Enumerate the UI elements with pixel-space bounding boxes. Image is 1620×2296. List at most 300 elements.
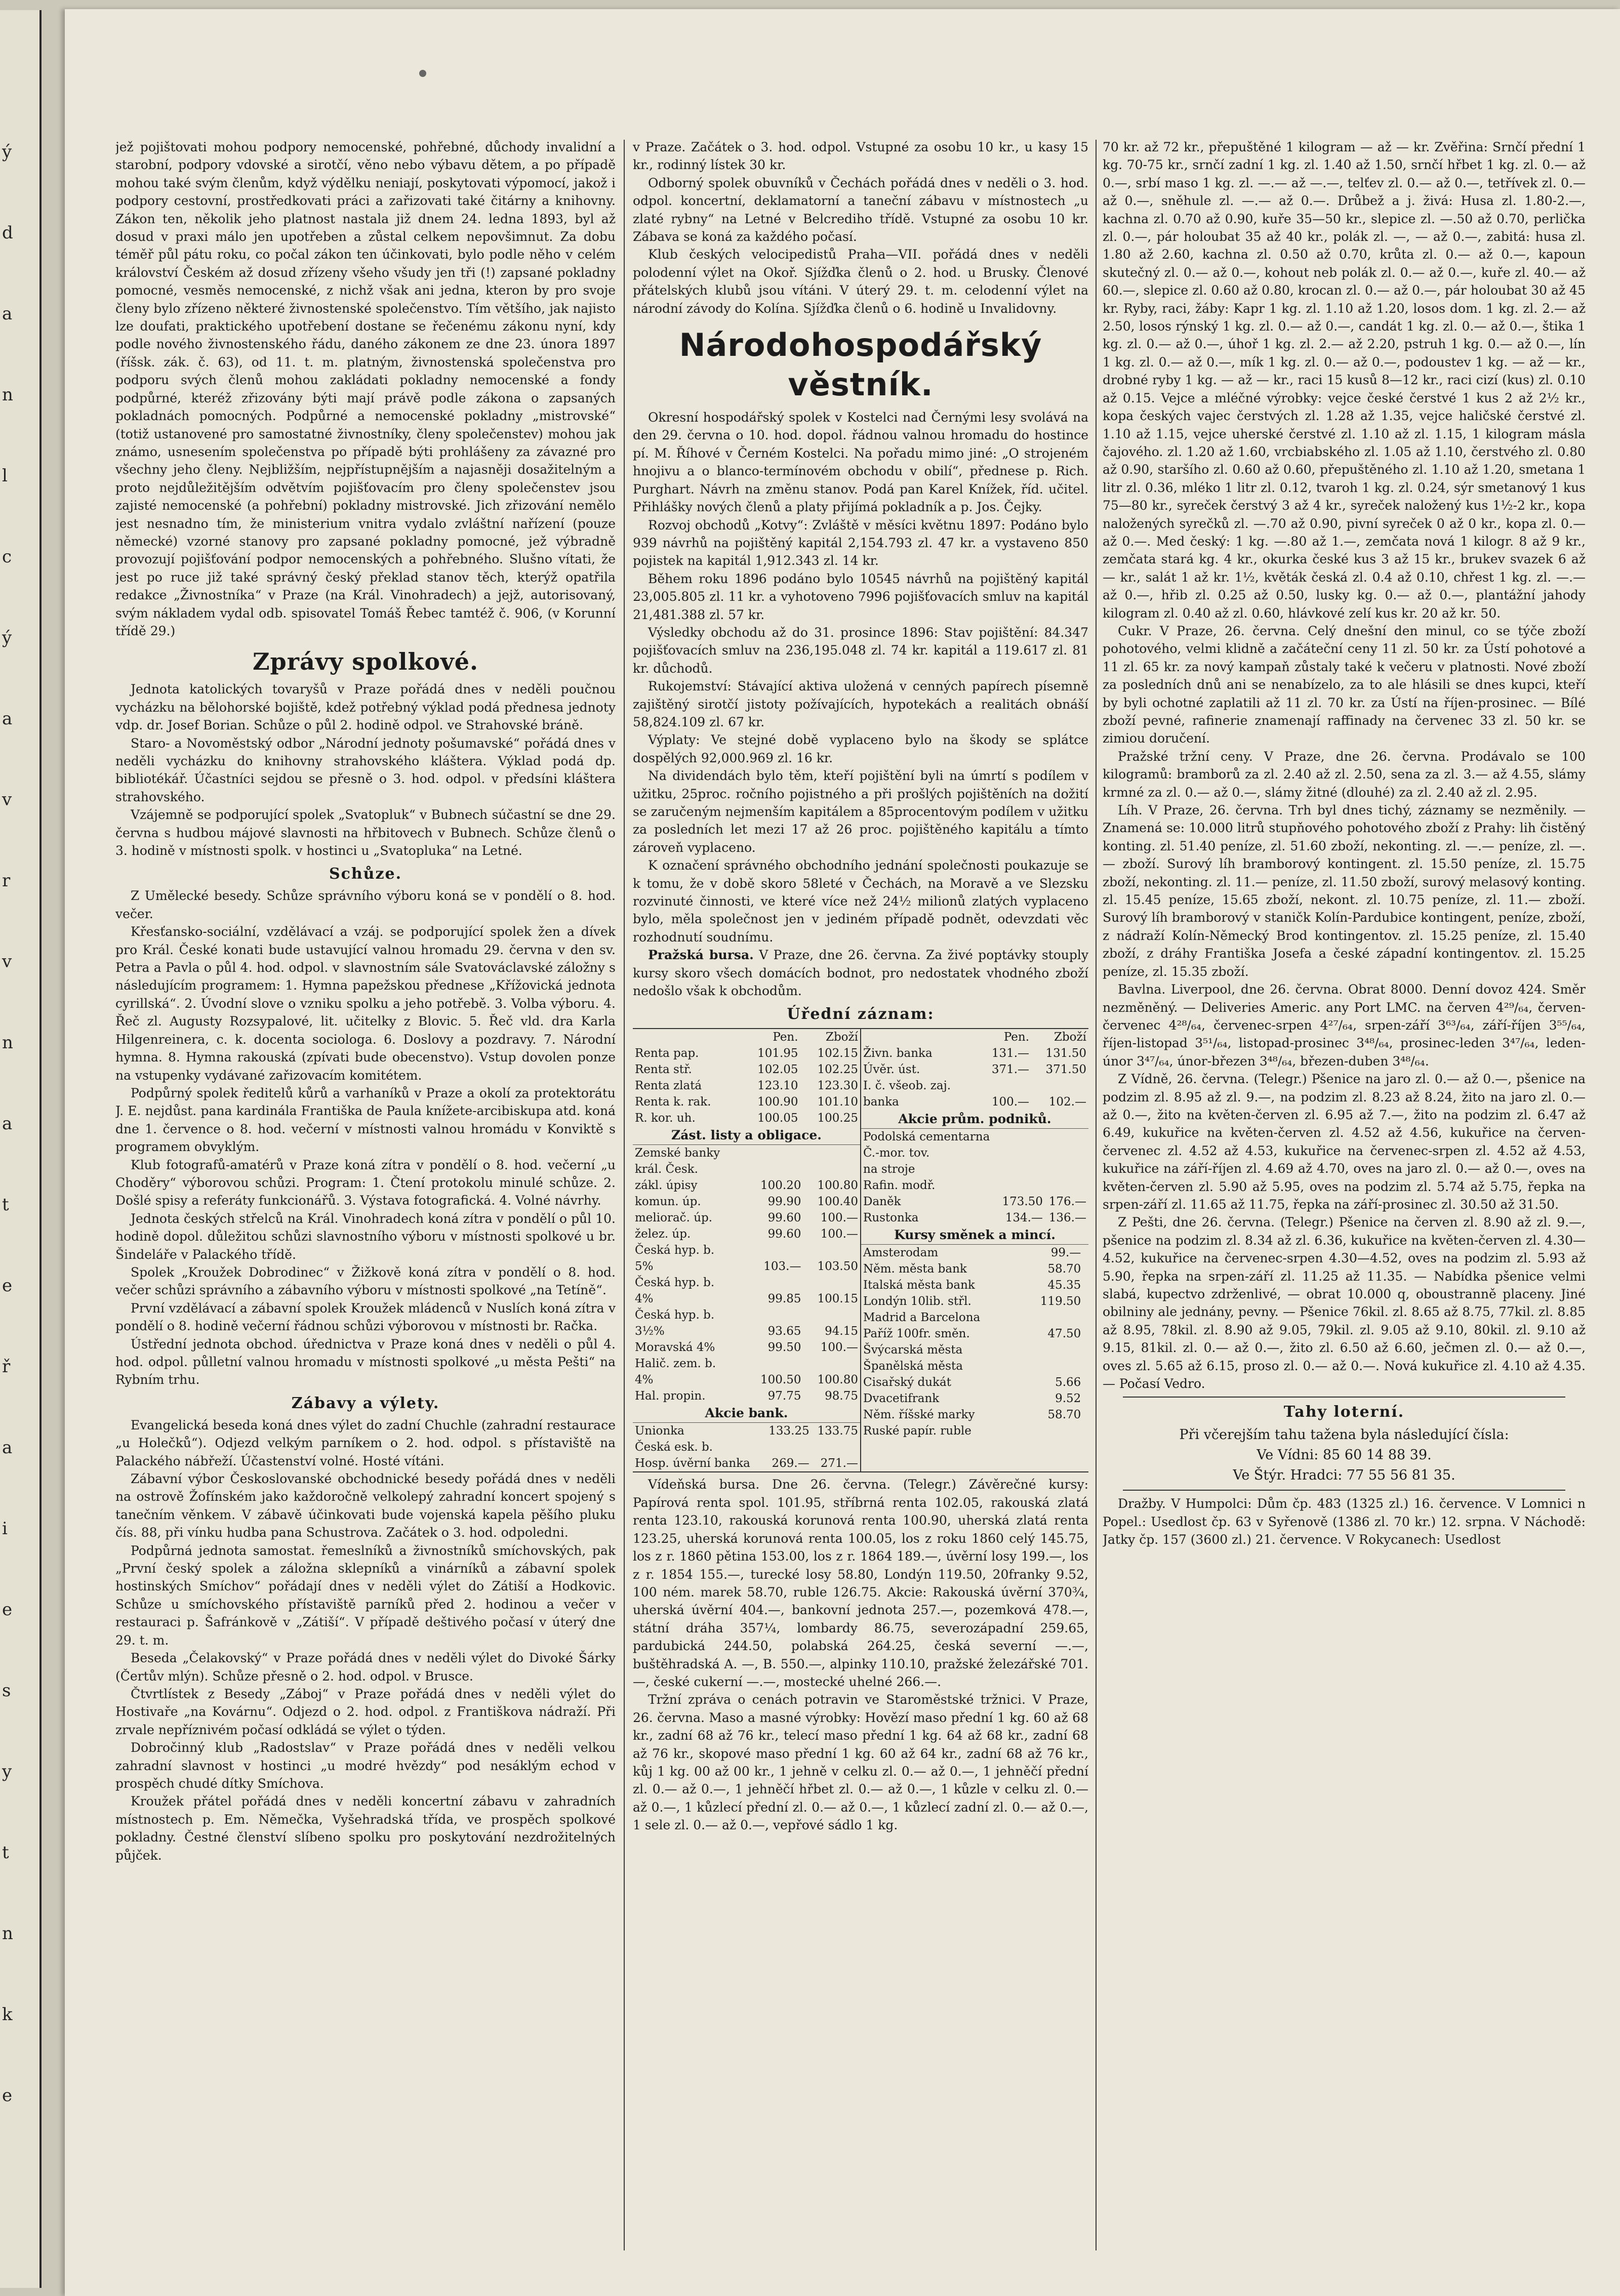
table-row	[861, 1094, 1088, 1110]
notice: Podpůrný spolek ředitelů kůrů a varhaníků v Praze a okolí za protektorátu J. E. nejdůst. pana kardinála Františka de Paula knížete-arcibiskupa atd. koná dne 1. července o 8. hod. večerní v místnosti valnou hromádu v Konviktě s programem obvyklým.	[115, 1085, 616, 1155]
cropped-text-fragment: a	[2, 1114, 13, 1134]
price-cell	[1045, 1177, 1088, 1194]
price-cell: 119.50	[1040, 1295, 1081, 1308]
notice: K označení správného obchodního jednání společnosti poukazuje se k tomu, že v době skoro 58leté v Čechách, na Moravě a ve Slezsku rozvinuté činnosti, ve které více než 24½ milionů zlatých vyplaceno bylo, měla společnost jen v jediném případě podnět, odevzdati věc rozhodnutí soudnímu.	[633, 858, 1088, 945]
table-row	[861, 1277, 1088, 1293]
table-row	[633, 1372, 860, 1388]
security-name: Rustonka	[863, 1211, 919, 1225]
table-row	[633, 1177, 860, 1194]
price-cell	[1083, 1407, 1088, 1423]
price-cell: 371.50	[1045, 1063, 1086, 1077]
price-cell: 100.15	[817, 1292, 858, 1306]
notice: Pražské tržní ceny. V Praze, dne 26. června. Prodávalo se 100 kilogramů: bramborů za zl. 2.40 až zl. 2.50, sena za zl. 3.— až 4.55, slámy krmné za zl. 0.— až 0.—, slámy žitné (dlouhé) za zl. 2.40 až zl. 2.95.	[1103, 749, 1586, 800]
notice: Výplaty: Ve stejné době vyplaceno bylo na škody se splátce dospělých 92,000.969 zl. 16 kr.	[633, 732, 1088, 765]
cropped-text-fragment: a	[2, 304, 13, 324]
newspaper-page	[65, 9, 1620, 2296]
lottery-number: 39.	[1409, 1447, 1432, 1463]
price-cell	[803, 1161, 861, 1177]
price-cell: 103.50	[817, 1260, 858, 1274]
security-name: Ruské papír. ruble	[863, 1424, 971, 1438]
notice: Z Pešti, dne 26. června. (Telegr.) Pšenice na červen zl. 8.90 až zl. 9.—, pšenice na podzim zl. 8.34 až zl. 6.36, kukuřice na květen-červen zl. 4.30—4.52, kukuřice na červenec-srpen 4.30—4.52, oves na podzim zl. 5.93 až 5.90, řepka na srpen-září zl. 11.25 až 11.35. — Nabídka pšenice velmi slabá, kupectvo zdrženlivé, — obrat 10.000 q, oboustranně placeny. Jiné obilniny ale jednány, pevny. — Pšenice 76kil. zl. 8.65 až 8.75, 77kil. zl. 8.85 až 8.95, 78kil. zl. 8.90 až 9.05, 79kil. zl. 9.05 až 9.10, 80kil. zl. 9.10 až 9.15, 81kil. zl. 0.— až 0.—, žito zl. 6.50 až 6.60, ječmen zl. 0.— až 0.—, oves zl. 5.65 až 6.15, proso zl. 0.— až 0.—. Nová kukuřice zl. 4.10 až 4.35. — Počasí Vedro.	[1103, 1215, 1586, 1391]
notice: Zábavní výbor Českoslovanské obchodnické besedy pořádá dnes v neděli na ostrově Žofínském jako každoročně velkolepý zahradní koncert spojený s tanečním věnkem. V zábavě účinkovati bude vojenská kapela pěšího pluku čís. 88, při vínku hudba pana Schustrova. Začátek o 3. hod. odpoledni.	[115, 1471, 616, 1540]
lottery-number: 77	[1346, 1467, 1364, 1484]
column-header: Pen.	[1003, 1031, 1030, 1044]
price-cell: 102.15	[817, 1047, 858, 1060]
lottery-number: 60	[1344, 1447, 1362, 1463]
price-cell: 47.50	[1047, 1327, 1081, 1341]
cropped-text-fragment: d	[2, 223, 13, 243]
lottery-number: 85	[1322, 1447, 1341, 1463]
table-row	[633, 1161, 860, 1177]
security-name: Hosp. úvěrní banka	[635, 1457, 750, 1470]
security-name: Něm. města bank	[863, 1262, 967, 1276]
lottery-city: Ve Vídni:	[1257, 1447, 1319, 1463]
cropped-text-fragment: r	[2, 871, 11, 891]
notice: Evangelická beseda koná dnes výlet do zadní Chuchle (zahradní restaurace „u Holečků“). Odjezd velkým parníkem o 2. hod. odpol. s přístaviště na Palackého nábřeží. Účastenství volné. Hosté vítáni.	[115, 1417, 616, 1468]
security-name: na stroje	[863, 1163, 915, 1176]
price-cell: 5.66	[1055, 1376, 1081, 1389]
zast-heading: Zást. listy a obligace.	[633, 1126, 860, 1145]
table-row	[633, 1423, 860, 1439]
table-row	[633, 1455, 860, 1471]
price-cell: 100.—	[820, 1341, 858, 1355]
table-row	[861, 1358, 1088, 1374]
security-name: želez. úp.	[635, 1227, 691, 1241]
price-cell: 133.75	[817, 1424, 858, 1438]
security-name: R. kor. uh.	[635, 1112, 696, 1125]
price-cell	[746, 1161, 803, 1177]
cropped-text-fragment: ý	[2, 628, 12, 648]
table-row	[861, 1145, 1088, 1161]
price-cell: 99.60	[767, 1227, 801, 1241]
separator	[1123, 1490, 1565, 1491]
column-header	[633, 1029, 740, 1045]
table-row	[861, 1078, 1088, 1094]
table-row	[633, 1061, 860, 1078]
price-cell: 371.—	[991, 1063, 1030, 1077]
table-row	[633, 1307, 860, 1323]
section-heading-narodohospodarsky: Národohospodářský věstník.	[679, 326, 1042, 403]
section-heading-zpravy: Zprávy spolkové.	[252, 648, 479, 676]
uredni-heading: Úřední záznam:	[787, 1005, 935, 1023]
security-name: Podolská cementarna	[863, 1130, 990, 1144]
price-cell	[803, 1145, 861, 1161]
price-cell: 103.—	[763, 1260, 801, 1274]
price-cell: 100.80	[817, 1373, 858, 1387]
banky-table	[861, 1029, 1088, 1110]
akcie-heading: Akcie prům. podniků.	[861, 1110, 1088, 1129]
price-cell: 98.75	[825, 1389, 858, 1403]
auctions: Dražby. V Humpolci: Dům čp. 483 (1325 zl.) 16. července. V Lomnici n Popel.: Usedlost čp. 63 v Syřenově (1386 zl. 70 kr.) 12. srpna. V Náchodě: Jatky čp. 157 (3600 zl.) 21. července. V Rokycanech: Usedlost	[1103, 1496, 1586, 1547]
table-row	[861, 1423, 1088, 1439]
price-cell: 269.—	[772, 1457, 809, 1470]
notice: Vzájemně se podporující spolek „Svatopluk“ v Bubnech súčastní se dne 29. června s hudbou májové slavnosti na hřbitovech v Bubnech. Schůze členů o 3. hodině v místnosti spolk. v hostinci u „Svatopluka“ na Letné.	[115, 807, 616, 858]
cropped-text-fragment: t	[2, 1842, 9, 1863]
lottery-number: 56	[1390, 1467, 1408, 1484]
notice: Klub českých velocipedistů Praha—VII. pořádá dnes v neděli polodenní výlet na Okoř. Sjížďka členů o 2. hod. u Brusky. Členové přátelských klubů jsou vítáni. V úterý 29. t. m. celodenní výlet na národní závody do Kolína. Sjížďka členů o 6. hodině u Invalidovny.	[633, 247, 1088, 316]
table-row	[861, 1326, 1088, 1342]
cropped-text-fragment: s	[2, 1680, 11, 1701]
lottery-number: 35.	[1433, 1467, 1455, 1484]
price-cell: 93.65	[767, 1325, 801, 1338]
burza-text: V Praze, dne 26. června. Za živé poptávky stouply kursy skoro všech domácích bodnot, pro nedostatek vhodného zboží nedošlo však k obchodům.	[633, 948, 1088, 999]
notice: Jednota českých střelců na Král. Vinohradech koná zítra v pondělí o půl 10. hodině dopol. důležitou schůzi slavnostního výboru v místnosti spolkové u br. Šindeláře v Palackého třídě.	[115, 1211, 616, 1262]
cropped-text-fragment: c	[2, 547, 12, 567]
table-row	[861, 1045, 1088, 1061]
security-name: Něm. říšské marky	[863, 1408, 975, 1422]
security-name: Rafin. modř.	[863, 1179, 936, 1193]
table-row	[861, 1293, 1088, 1309]
notice: Kroužek přátel pořádá dnes v neděli koncertní zábavu v zahradních místnostech p. Em. Němečka, Vyšehradská třída, ve prospěch spolkové pokladny. Čestné členství slíbeno spolku pro poskytování nezdrožitelných půjček.	[115, 1794, 616, 1863]
renta-table	[633, 1029, 860, 1126]
security-name: Renta k. rak.	[635, 1095, 711, 1109]
price-cell	[1083, 1293, 1088, 1309]
price-cell	[1045, 1161, 1088, 1177]
notice: Během roku 1896 podáno bylo 10545 návrhů na pojištěný kapitál 23,005.805 zl. 11 kr. a vyhotoveno 7996 pojišťovacích smluv na kapitál 21,481.388 zl. 57 kr.	[633, 571, 1088, 622]
price-cell	[803, 1275, 861, 1291]
price-cell	[1083, 1358, 1088, 1374]
price-cell	[803, 1356, 861, 1372]
notice: Spolek „Kroužek Dobrodinec“ v Žižkově koná zítra v pondělí o 8. hod. večer schůzi správního a zábavního výboru v místnosti spolkové „na Tetíně“.	[115, 1264, 616, 1298]
price-cell: 102.—	[1048, 1095, 1086, 1109]
table-row	[861, 1177, 1088, 1194]
price-cell	[746, 1242, 803, 1258]
table-row	[633, 1210, 860, 1226]
price-cell	[1023, 1342, 1083, 1358]
schuze-list	[115, 887, 616, 1388]
price-cell: 271.—	[820, 1457, 858, 1470]
table-row	[633, 1439, 860, 1455]
price-cell: 131.50	[1045, 1047, 1086, 1060]
notice: První vzdělávací a zábavní spolek Kroužek mládenců v Nuslích koná zítra v pondělí o 8. hodině večerní řádnou schůzi výborovou v místnosti br. Račka.	[115, 1300, 616, 1334]
notice: Na dividendách bylo těm, kteří pojištění byli na úmrtí s podílem v užitku, 25proc. ročního pojistného a při prošlých pojištěních na dožití se zaručeným nejmenším kapitálem a 85procentovým podílem v užitku za posledních let mezi 17 až 26 proc. pojištěného kapitálu a tímto zároveň vyplaceno.	[633, 768, 1088, 855]
price-cell: 99.—	[1050, 1246, 1081, 1260]
cropped-text-fragment: e	[2, 1276, 13, 1296]
cropped-text-fragment: e	[2, 1600, 13, 1620]
notice: Beseda „Čelakovský“ v Praze pořádá dnes v neděli výlet do Divoké Šárky (Čertův mlýn). Schůze přesně o 2. hod. odpol. v Brusce.	[115, 1651, 616, 1684]
price-cell	[763, 1439, 812, 1455]
table-row	[633, 1242, 860, 1258]
security-name: Úvěr. úst.	[863, 1063, 920, 1077]
price-cell: 9.52	[1055, 1392, 1081, 1406]
notice: Dobročinný klub „Radostslav“ v Praze pořádá dnes v neděli velkou zahradní slavnost v hostinci „u modré hvězdy“ pod nesáklým echod v prospěch chudé dítky Smíchova.	[115, 1740, 616, 1791]
cropped-text-fragment: i	[2, 1519, 8, 1539]
akcie-bank-heading: Akcie bank.	[633, 1404, 860, 1423]
column-1	[115, 138, 616, 2254]
price-cell: 45.35	[1047, 1279, 1081, 1292]
price-cell: 134.—	[1005, 1211, 1043, 1225]
table-row	[633, 1258, 860, 1275]
security-name: 5%	[635, 1260, 654, 1274]
security-name: komun. úp.	[635, 1195, 701, 1209]
table-row	[861, 1390, 1088, 1407]
notice: Klub fotografů-amatérů v Praze koná zítra v pondělí o 8. hod. večerní „u Choděry“ výborovou schůzi. Program: 1. Čtení protokolu minulé schůze. 2. Došlé spisy a referáty funkcionářů. 3. Výstava fotografická. 4. Volné návrhy.	[115, 1157, 616, 1208]
price-cell	[1083, 1390, 1088, 1407]
column-rule	[1096, 140, 1097, 2250]
security-name: Česká hyp. b.	[635, 1308, 715, 1322]
table-row	[861, 1061, 1088, 1078]
price-cell: 100.—	[820, 1211, 858, 1225]
table-row	[861, 1261, 1088, 1277]
price-cell: 123.30	[817, 1079, 858, 1093]
previous-page-edge	[0, 10, 42, 2288]
price-cell: 101.10	[817, 1095, 858, 1109]
section-heading-zabavy: Zábavy a výlety.	[291, 1394, 440, 1412]
security-name: Cisařský dukát	[863, 1376, 951, 1389]
price-cell: 133.25	[768, 1424, 809, 1438]
notice: Podpůrná jednota samostat. řemeslníků a živnostníků smíchovských, pak „První český spolek a záložna sklepníků a vinárníků a zábavní spolek hostinských Smíchov“ pořádají dnes v neděli výlet do Zátiší a Hodkovic. Schůze u smíchovského přístaviště parníků před 2. hodinou a večer v restauraci p. Šafránkově v „Zátiší“. V případě deštivého počasí v úterý dne 29. t. m.	[115, 1543, 616, 1648]
price-cell: 123.10	[757, 1079, 798, 1093]
column-2	[633, 138, 1088, 2254]
notice: Výsledky obchodu až do 31. prosince 1896: Stav pojištění: 84.347 pojišťovacích smluv na 236,195.048 zl. 74 kr. kapitál a 119.617 zl. 81 kr. důchodů.	[633, 625, 1088, 676]
price-cell	[746, 1356, 803, 1372]
price-cell	[1083, 1374, 1088, 1390]
notice: Ústřední jednota obchod. úřednictva v Praze koná dnes v neděli o půl 4. hod. odpol. půlletní valnou hromadu v místnosti spolkové „u města Pešti“ na Rybním trhu.	[115, 1336, 616, 1387]
security-name: Unionka	[635, 1424, 684, 1438]
table-row	[861, 1342, 1088, 1358]
price-cell	[803, 1307, 861, 1323]
table-row	[861, 1210, 1088, 1226]
price-cell	[1083, 1309, 1088, 1326]
table-row	[861, 1129, 1088, 1145]
notice: Líh. V Praze, 26. června. Trh byl dnes tichý, záznamy se nezměnily. — Znamená se: 10.000 litrů stupňového pohotového zboží z Prahy: lih čistěný konting. zl. 51.40 peníze, zl. 51.60 zboží, nekonting. zl. —.— peníze, zl. —.— zboží. Surový líh bramborový kontingent. zl. 15.50 peníze, zl. 15.75 zboží, nekonting. zl. 11.— peníze, zl. 11.50 zboží, surový melasový konting. zl. 15.45 peníze, 15.65 zboží, nekont. zl. 10.75 peníze, zl. 11.— zboží. Surový líh bramborový v staničk Kolín-Pardubice kontingent, peníze, zboží, z nádraží Kolín-Německý Brod kontingentov. zl. 15.25 peníze, zl. 15.40 zboží, z dráhy Františka Josefa a české západní kontingentov. zl. 15.25 peníze, zl. 15.35 zboží.	[1103, 803, 1586, 979]
price-cell: 94.15	[825, 1325, 858, 1338]
security-name: Renta pap.	[635, 1047, 699, 1060]
security-name: 4%	[635, 1373, 654, 1387]
price-cell	[998, 1145, 1045, 1161]
security-name: 4%	[635, 1292, 654, 1306]
lottery-row	[1103, 1445, 1586, 1465]
security-name: Amsterodam	[863, 1246, 939, 1260]
price-cell	[1083, 1326, 1088, 1342]
price-cell	[998, 1177, 1045, 1194]
price-cell	[803, 1242, 861, 1258]
akcie-bank-table	[633, 1423, 860, 1471]
security-name: Moravská 4%	[635, 1341, 715, 1355]
price-cell: 173.50	[1002, 1195, 1043, 1209]
price-cell: 100.90	[757, 1095, 798, 1109]
market-report: Tržní zpráva o cenách potravin ve Staroměstské tržnici. V Praze, 26. června. Maso a masné výrobky: Hovězí maso přední 1 kg. 60 až 68 kr., zadní 68 až 76 kr., telecí maso přední 1 kg. 64 až 68 kr., zadní 68 až 76 kr., skopové maso přední 1 kg. 60 až 64 kr., zadní 68 až 76 kr., kůj 1 kg. 00 až 00 kr., 1 jehně v celku zl. 0.— až 0.—, 1 jehněčí přední zl. 0.— až 0.—, 1 jehněčí hřbet zl. 0.— až 0.—, 1 kůzle v celku zl. 0.— až 0.—, 1 kůzlecí přední zl. 0.— až 0.—, 1 kůzlecí zadní zl. 0.— až 0.—, 1 sele zl. 0.— až 0.—, vepřové sádlo 1 kg.	[633, 1692, 1088, 1833]
lottery-number: 14	[1366, 1447, 1384, 1463]
price-cell	[1083, 1342, 1088, 1358]
price-cell: 176.—	[1048, 1195, 1086, 1209]
price-cell	[746, 1145, 803, 1161]
price-cell: 100.05	[757, 1112, 798, 1125]
price-cell: 100.50	[760, 1373, 801, 1387]
zpravy-list	[115, 680, 616, 859]
price-cell	[1083, 1245, 1088, 1261]
notice: Čtvrtlístek z Besedy „Záboj“ v Praze pořádá dnes v neděli výlet do Hostivaře „na Kovárnu“. Odjezd o 2. hod. odpol. z Františkova nádraží. Při zrvale nepříznivém počasí odkládá se výlet o týden.	[115, 1686, 616, 1737]
column-header: Zboží	[825, 1031, 858, 1044]
article-pojistovani: jež pojištovati mohou podpory nemocenské, pohřebné, důchody invalidní a starobní, podpory vdovské a sirotčí, věno nebo výbavu dětem, a po případě mohou také svým členům, když výdělku neniají, poskytovati výpomocí, jakož i podpory cestovní, prostředkovati práci a zařizovati také čitárny a knihovny. Zákon ten, několik jeho platnost nastala již dnem 24. ledna 1893, byl až dosud v praxi málo jen upotřeben a zůstal celkem nepovšimnut. Za dobu téměř půl pátu roku, co počal zákon ten účinkovati, bylo podle něho v celém království Českém až dosud zřízeny všeho všudy jen tři (!) zapsané pokladny pomocné, vesměs nemocenské, z nichž však ani jedna, kteron by pro svoje členy bylo zřízeno některé živnostenské společenstvo. Tím většího, jak najisto lze doufati, praktického upotřebení dostane se řečenému zákonu nyní, kdy podle nového živnostenského řádu, daného zákonem ze dne 23. února 1897 (říšsk. zák. č. 63), od 11. t. m. platným, živnostenská společenstva pro podporu svých členů mohou zakládati pokladny nemocenské a fondy podpůrné, kteréž zřizovány býti mají právě podle zákona o zapsaných pokladnách pomocných. Podpůrné a nemocenské pokladny „mistrovské“ (totiž ustanovené pro samostatné živnostníky, členy společenstev) mohou jak známo, usnesením společenstva po případě býti prohlášeny za závazné pro všechny jeho členy. Nejbližším, nejpřístupnějším a najasněji dosažitelným a proto nejdůležitějším odvětvím pojišťovacím pro členy společenstev jsou zajisté nemocenské (a pohřební) pokladny mistrovské. Jich zřizování nemělo jest nesnadno tím, že ministerium vnitra vydalo zvláštní nařízení (pouze německé) vzorné stanovy pro zapsané pokladny pomocné, jež výbradně provozují pojišťování podpor nemocenských a pohřebného. Slušno vítati, že jest po ruce již také správný český překlad stanov těch, kterýž opatřila redakce „Živnostníka“ v Praze (na Král. Vinohradech) a jejž, autorisovaný, svým nákladem vydal odb. spisovatel Tomáš Řebec tamtéž č. 906, (v Korunní třídě 29.)	[115, 140, 616, 638]
security-name: Živn. banka	[863, 1047, 933, 1060]
price-cell: 99.85	[767, 1292, 801, 1306]
cropped-text-fragment: n	[2, 1033, 13, 1053]
security-name: Halič. zem. b.	[635, 1357, 716, 1371]
bourse-right	[860, 1029, 1088, 1471]
security-name: Česká hyp. b.	[635, 1276, 715, 1290]
lottery-number: 55	[1368, 1467, 1386, 1484]
kursy-table	[861, 1245, 1088, 1439]
price-cell: 102.05	[757, 1063, 798, 1077]
notice: Bavlna. Liverpool, dne 26. června. Obrat 8000. Denní dovoz 424. Směr nezměněný. — Deliveries Americ. any Port LMC. na červen 4²⁹/₆₄, červen-červenec 4²⁸/₆₄, červenec-srpen 4²⁷/₆₄, srpen-září 3⁶³/₆₄, září-říjen 3⁵⁵/₆₄, říjen-listopad 3⁵¹/₆₄, listopad-prosinec 3⁴⁸/₆₄, prosinec-leden 3⁴⁷/₆₄, leden-únor 3⁴⁷/₆₄, únor-březen 3⁴⁸/₆₄, březen-duben 3⁴⁸/₆₄.	[1103, 982, 1586, 1069]
price-cell: 136.—	[1048, 1211, 1086, 1225]
price-cell: 100.—	[991, 1095, 1030, 1109]
kursy-heading: Kursy směnek a mincí.	[861, 1226, 1088, 1245]
security-name: Zemské banky	[635, 1146, 720, 1160]
cropped-text-fragment: n	[2, 1923, 13, 1944]
table-row	[861, 1407, 1088, 1423]
price-cell	[1083, 1277, 1088, 1293]
lottery-heading: Tahy loterní.	[1283, 1403, 1405, 1421]
price-cell	[1023, 1358, 1083, 1374]
security-name: Paříž 100fr. směn.	[863, 1327, 970, 1341]
security-name: Španělská města	[863, 1360, 963, 1373]
notice: Rozvoj obchodů „Kotvy“: Zvláště v měsíci květnu 1897: Podáno bylo 939 návrhů na pojištěný kapitál 2,154.793 zl. 47 kr. a vystaveno 850 pojistek na kapitál 1,912.343 zl. 14 kr.	[633, 517, 1088, 568]
price-cell	[978, 1078, 1031, 1094]
table-row	[633, 1045, 860, 1061]
table-row	[861, 1161, 1088, 1177]
security-name: Švýcarská města	[863, 1343, 963, 1357]
burza-heading: Pražská bursa.	[648, 948, 754, 963]
table-row	[633, 1388, 860, 1404]
section-heading-schuze: Schůze.	[329, 865, 402, 883]
column-header: Zboží	[1054, 1031, 1086, 1044]
security-name: Česká esk. b.	[635, 1441, 713, 1454]
table-row	[633, 1194, 860, 1210]
cropped-text-fragment: l	[2, 466, 8, 486]
price-cell: 100.25	[817, 1112, 858, 1125]
security-name: meliorač. úp.	[635, 1211, 713, 1225]
cropped-text-fragment: a	[2, 1438, 13, 1458]
price-cell: 100.80	[817, 1179, 858, 1193]
security-name: Daněk	[863, 1195, 901, 1209]
cropped-text-fragment: v	[2, 952, 12, 972]
security-name: Londýn 10lib. střl.	[863, 1295, 971, 1308]
price-cell	[998, 1161, 1045, 1177]
table-row	[861, 1309, 1088, 1326]
security-name: Č.-mor. tov.	[863, 1146, 930, 1160]
table-row	[633, 1356, 860, 1372]
table-row	[633, 1110, 860, 1126]
price-cell	[1031, 1078, 1088, 1094]
scan-dot	[419, 70, 426, 77]
table-header	[633, 1029, 860, 1045]
notice: Staro- a Novoměstský odbor „Národní jednoty pošumavské“ pořádá dnes v neděli vycházku do knihovny strahovského kláštera. Výklad podá dp. bibliotékář. Účastníci sejdou se přesně o 3. hod. odpol. v předsíni kláštera strahovského.	[115, 735, 616, 804]
price-cell	[746, 1275, 803, 1291]
notice: Cukr. V Praze, 26. června. Celý dnešní den minul, co se týče zboží pohotového, velmi klidně a začáteční ceny 11 zl. 50 kr. za Ústí pohotové a 11 zl. 65 kr. za nový kampaň zůstaly také k večeru v platnosti. Nové zboží za posledních dnů ani se nenabízelo, za to ale hlásili se dnes kupci, kteří by byli ochotné zaplatili až 11 zl. 70 kr. za Ústí na říjen-prosinec. — Bílé zboží pevné, rafinerie znamenají raffinady na červenec 33 zl. 50 kr. se zimiou doručení.	[1103, 623, 1586, 746]
notice: Z Vídně, 26. června. (Telegr.) Pšenice na jaro zl. 0.— až 0.—, pšenice na podzim zl. 8.95 až zl. 9.—, na podzim zl. 8.23 až 8.24, žito na jaro zl. 0.— až 0.—, žito na květen-červen zl. 6.95 až 7.—, žito na podzim zl. 6.47 až 6.49, kukuřice na květen-červen zl. 4.52 až 4.56, kukuřice na červen-červenec zl. 4.52 až 4.53, kukuřice na červenec-srpen zl. 4.52 až 4.53, kukuřice na září-říjen zl. 4.69 až 4.70, oves na jaro zl. 0.— až 0.—, oves na květen-červen zl. 5.90 až 5.95, oves na podzim zl. 5.74 až 5.75, řepka na srpen-září zl. 11.65 až 11.75, řepka na září-prosinec zl. 30.50 až 31.50.	[1103, 1072, 1586, 1212]
security-name: Madrid a Barcelona	[863, 1311, 981, 1325]
akcie-table	[861, 1129, 1088, 1226]
cropped-text-fragment: n	[2, 385, 13, 405]
cropped-text-fragment: k	[2, 2004, 13, 2025]
price-cell	[1023, 1423, 1083, 1439]
bourse-table	[633, 1028, 1088, 1472]
column-3	[1103, 138, 1586, 2254]
price-cell	[1083, 1261, 1088, 1277]
lottery-number: 88	[1388, 1447, 1406, 1463]
table-row	[861, 1374, 1088, 1390]
security-name: Renta stř.	[635, 1063, 692, 1077]
table-row	[633, 1275, 860, 1291]
notice: Křesťansko-sociální, vzdělávací a vzáj. se podporující spolek žen a dívek pro Král. České konati bude ustavující valnou hromadu 29. června v den sv. Petra a Pavla o půl 4. hod. odpol. v slavnostním sále Svatováclavské záložny s následujícím programem: 1. Hymna papežskou přednese „Křížovická jednota cyrillská“. 2. Úvodní slove o vzniku spolku a jeho potřebě. 3. Volba výboru. 4. Řeč zl. Augusty Rozsypalové, lit. učitelky z Blovic. 5. Řeč vld. dra Karla Hilgenreinera, c. k. docenta sociologa. 6. Doslovy a pozdravy. 7. Národní hymna. 8. Hymna rakouská (zpívati bude obecenstvo). Vstup dovolen ponze na vstupenky vydávané zařizovacím komitétem.	[115, 924, 616, 1083]
price-cell: 99.50	[767, 1341, 801, 1355]
price-cell	[998, 1129, 1045, 1145]
table-row	[633, 1291, 860, 1307]
notice: Z Umělecké besedy. Schůze správního výboru koná se v pondělí o 8. hod. večer.	[115, 888, 616, 921]
cropped-text-fragment: e	[2, 2085, 13, 2106]
cropped-text-fragment: t	[2, 1195, 9, 1215]
price-cell: 102.25	[817, 1063, 858, 1077]
price-cell: 58.70	[1047, 1262, 1081, 1276]
notice: v Praze. Začátek o 3. hod. odpol. Vstupné za osobu 10 kr., u kasy 15 kr., rodinný lístek 30 kr.	[633, 140, 1088, 173]
separator	[1123, 1397, 1565, 1398]
notice: Jednota katolických tovaryšů v Praze pořádá dnes v neděli poučnou vycházku na bělohorské bojiště, kdež potřebný výklad podá přednesa jednoty vdp. dr. Josef Borian. Schůze o půl 2. hodině odpol. ve Strahovské bráně.	[115, 682, 616, 733]
lottery-intro: Při včerejším tahu tažena byla následující čísla:	[1179, 1427, 1509, 1443]
security-name: král. Česk.	[635, 1163, 698, 1176]
cropped-text-fragment: y	[2, 1761, 12, 1782]
zast-table	[633, 1145, 860, 1404]
security-name: zákl. úpisy	[635, 1179, 698, 1193]
security-name: Dvacetifrank	[863, 1392, 940, 1406]
price-cell	[1083, 1423, 1088, 1439]
notice: Odborný spolek obuvníků v Čechách pořádá dnes v neděli o 3. hod. odpol. koncertní, deklamatorní a taneční zábavu v místnostech „u zlaté rybny“ na Letné v Belcrediho třídě. Vstupné za osobu 10 kr. Zábava se koná za každého počasí.	[633, 175, 1088, 244]
security-name: banka	[863, 1095, 899, 1109]
price-cell: 100.40	[817, 1195, 858, 1209]
table-row	[633, 1145, 860, 1161]
price-cell: 101.95	[757, 1047, 798, 1060]
cropped-text-fragment: ř	[2, 1357, 11, 1377]
lottery-row	[1103, 1465, 1586, 1486]
table-row	[633, 1339, 860, 1356]
price-cell	[812, 1439, 860, 1455]
price-cell: 99.60	[767, 1211, 801, 1225]
notice: Rukojemství: Stávající aktiva uložená v cenných papírech písemně zajištěný sirotčí jistoty požívajících, hypotekách a realitách obnáší 58,824.109 zl. 67 kr.	[633, 679, 1088, 729]
cropped-text-fragment: ý	[2, 142, 12, 162]
price-cell: 131.—	[991, 1047, 1030, 1060]
price-cell: 100.20	[760, 1179, 801, 1193]
price-cell	[1023, 1309, 1083, 1326]
table-row	[861, 1245, 1088, 1261]
security-name: Česká hyp. b.	[635, 1244, 715, 1257]
security-name: Renta zlatá	[635, 1079, 702, 1093]
table-header	[861, 1029, 1088, 1045]
security-name: Hal. propin.	[635, 1389, 706, 1403]
table-row	[861, 1194, 1088, 1210]
price-cell: 97.75	[767, 1389, 801, 1403]
table-row	[633, 1323, 860, 1339]
zabavy-list	[115, 1416, 616, 1864]
price-cell: 58.70	[1047, 1408, 1081, 1422]
market-prices: 70 kr. až 72 kr., přepuštěné 1 kilogram — až — kr. Zvěřina: Srnčí přední 1 kg. 70-75 kr., srnčí zadní 1 kg. zl. 1.40 až 1.50, srnčí hřbet 1 kg. zl. 0.— až 0.—, srbí maso 1 kg. zl. —.— až —.—, telťev zl. 0.— až 0.—, tetřívek zl. 0.— až 0.—, sněhule zl. —.— až 0.—. Drůbež a j. živá: Husa zl. 1.80-2.—, kachna zl. 0.70 až 0.90, kuře 35—50 kr., slepice zl. —.50 až 0.70, perlička zl. 0.—, pár holoubat 35 až 40 kr., polák zl. —, — až 0.—, zabitá: husa zl. 1.80 až 2.60, kachna zl. 0.50 až 0.70, krůta zl. 0.— až 0.—, kapoun skutečný zl. 0.— až 0.—, kohout neb polák zl. 0.— až 0.—, kuře zl. 40.— až 60.—, slepice zl. 0.60 až 0.80, krocan zl. 0.— až 0.—, pár holoubat 30 až 45 kr. Ryby, raci, žáby: Kapr 1 kg. zl. 1.10 až 1.20, losos dom. 1 kg. zl. 2.— až 2.50, losos rýnský 1 kg. zl. 0.— až 0.—, candát 1 kg. zl. 0.— až 0.—, štika 1 kg. zl. 0.— až 0.—, úhoř 1 kg. zl. 2.— až 2.20, pstruh 1 kg. 0.— až 0.—, lín 1 kg. zl. 0.— až 0.—, mík 1 kg. zl. 0.— až 0.—, podoustev 1 kg. — až — kr., drobné ryby 1 kg. — až — kr., raci 15 kusů 8—12 kr., raci cizí (kus) zl. 0.10 až 0.15. Vejce a mléčné výrobky: vejce české čerstvé 1 kus 2 až 2½ kr., kopa českých vajec čerstvých zl. 1.28 až 1.35, vejce haličské čerstvé zl. 1.10 až 1.15, vejce uherské čerstvé zl. 1.10 až zl. 1.15, 1 kilogram másla čajového. zl. 1.20 až 1.60, vrcbiabského zl. 1.05 až 1.10, čerstvého zl. 0.80 až 0.90, staršího zl. 0.60 až 0.60, přepuštěného zl. 1.10 až 1.20, smetana 1 litr zl. 0.36, mléko 1 litr zl. 0.12, tvaroh 1 kg. zl. 0.24, sýr smetanový 1 kus 75—80 kr., syreček čerstvý 3 až 4 kr., syreček naložený kus 1½-2 kr., kopa naložených syrečků zl. —.70 až 0.90, pivní syreček 0 až 0 kr., kopa zl. 0.— až 0.—. Med český: 1 kg. —.80 až 1.—, zemčata nová 1 kilogr. 8 až 9 kr., zemčata stará kg. 4 kr., okurka české kus 3 až 15 kr., brukev svazek 6 až — kr., salát 1 až kr. 1½, květák česká zl. 0.4 až 0.10, chřest 1 kg. zl. —.— až 0.—, hřib zl. 0.25 až 0.50, lusky kg. 0.— až 0.—, plantážní jahody kilogram zl. 0.40 až zl. 0.60, hlávkové zelí kus kr. 20 až kr. 50.	[1103, 140, 1586, 621]
vienna-bourse: Vídeňská bursa. Dne 26. června. (Telegr.) Závěrečné kursy: Papírová renta spol. 101.95, stříbrná renta 102.05, rakouská zlatá renta 123.10, rakouská korunová renta 100.90, uherská zlatá renta 123.25, uherská korunová renta 100.05, los z roku 1860 celý 145.75, los z r. 1860 pětina 153.00, los z r. 1864 189.—, úvěrní losy 199.—, los z r. 1854 155.—, turecké losy 58.80, Londýn 119.50, 20franky 9.52, 100 ném. marek 58.70, ruble 126.75. Akcie: Rakouská úvěrní 370¾, uherská úvěrní 404.—, bankovní jednota 257.—, pozemková 478.—, státní dráha 357¼, lombardy 86.75, severozápadní 259.65, pardubická 244.50, polabská 264.25, česká severní —.—, buštěhradská A. —, B. 550.—, alpinky 110.10, pražské železářské 701.—, české cukerní —.—, mostecké uhelné 266.—.	[633, 1477, 1088, 1689]
bourse-left	[633, 1029, 860, 1471]
security-name: 3½%	[635, 1325, 665, 1338]
lottery-city: Ve Štýr. Hradci:	[1233, 1467, 1343, 1484]
security-name: I. č. všeob. zaj.	[863, 1079, 951, 1093]
security-name: Italská města bank	[863, 1279, 975, 1292]
table-row	[633, 1078, 860, 1094]
price-cell	[1045, 1145, 1088, 1161]
cropped-text-fragment: v	[2, 790, 12, 810]
price-cell: 99.90	[767, 1195, 801, 1209]
column-header: Pen.	[773, 1031, 798, 1044]
price-cell	[1045, 1129, 1088, 1145]
column-rule	[624, 140, 625, 2250]
cropped-text-fragment: a	[2, 709, 13, 729]
table-row	[633, 1094, 860, 1110]
